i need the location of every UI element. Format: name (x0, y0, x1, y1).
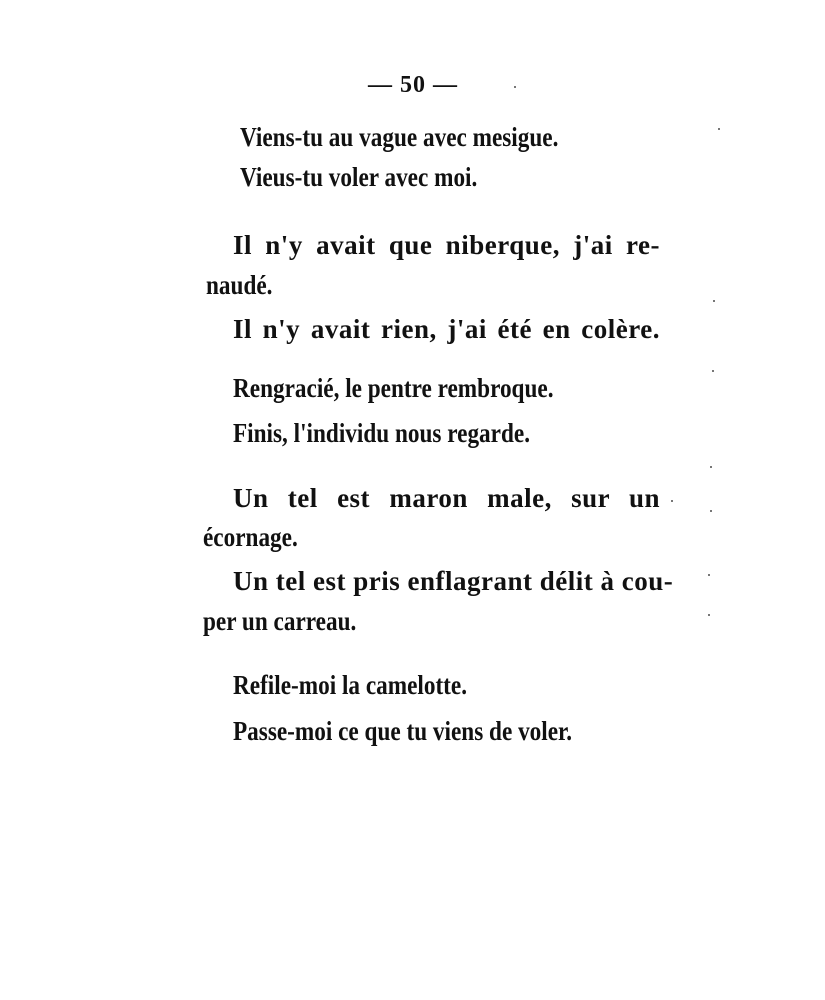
scan-speck (671, 500, 673, 502)
text-line: Un tel est pris enflagrant délit à cou- (233, 566, 674, 596)
scan-speck (514, 86, 516, 88)
page-number: — 50 — (368, 72, 458, 98)
scan-speck (710, 466, 712, 468)
text-line: naudé. (206, 270, 273, 300)
scan-speck (712, 370, 714, 372)
text-line: Il n'y avait rien, j'ai été en colère. (233, 314, 660, 344)
text-line: Vieus-tu voler avec moi. (240, 162, 478, 192)
text-line: Finis, l'individu nous regarde. (233, 418, 531, 448)
text-line: Un tel est maron male, sur un (233, 483, 660, 513)
text-line: Viens-tu au vague avec mesigue. (240, 122, 559, 152)
scan-speck (708, 614, 710, 616)
scan-speck (718, 128, 720, 130)
text-line: per un carreau. (203, 606, 357, 636)
scan-speck (713, 300, 715, 302)
scan-speck (710, 510, 712, 512)
scan-speck (708, 574, 710, 576)
text-line: Rengracié, le pentre rembroque. (233, 373, 554, 403)
text-line: Il n'y avait que niberque, j'ai re- (233, 230, 660, 260)
text-line: écornage. (203, 522, 298, 552)
text-line: Refile-moi la camelotte. (233, 670, 468, 700)
text-line: Passe-moi ce que tu viens de voler. (233, 716, 573, 746)
